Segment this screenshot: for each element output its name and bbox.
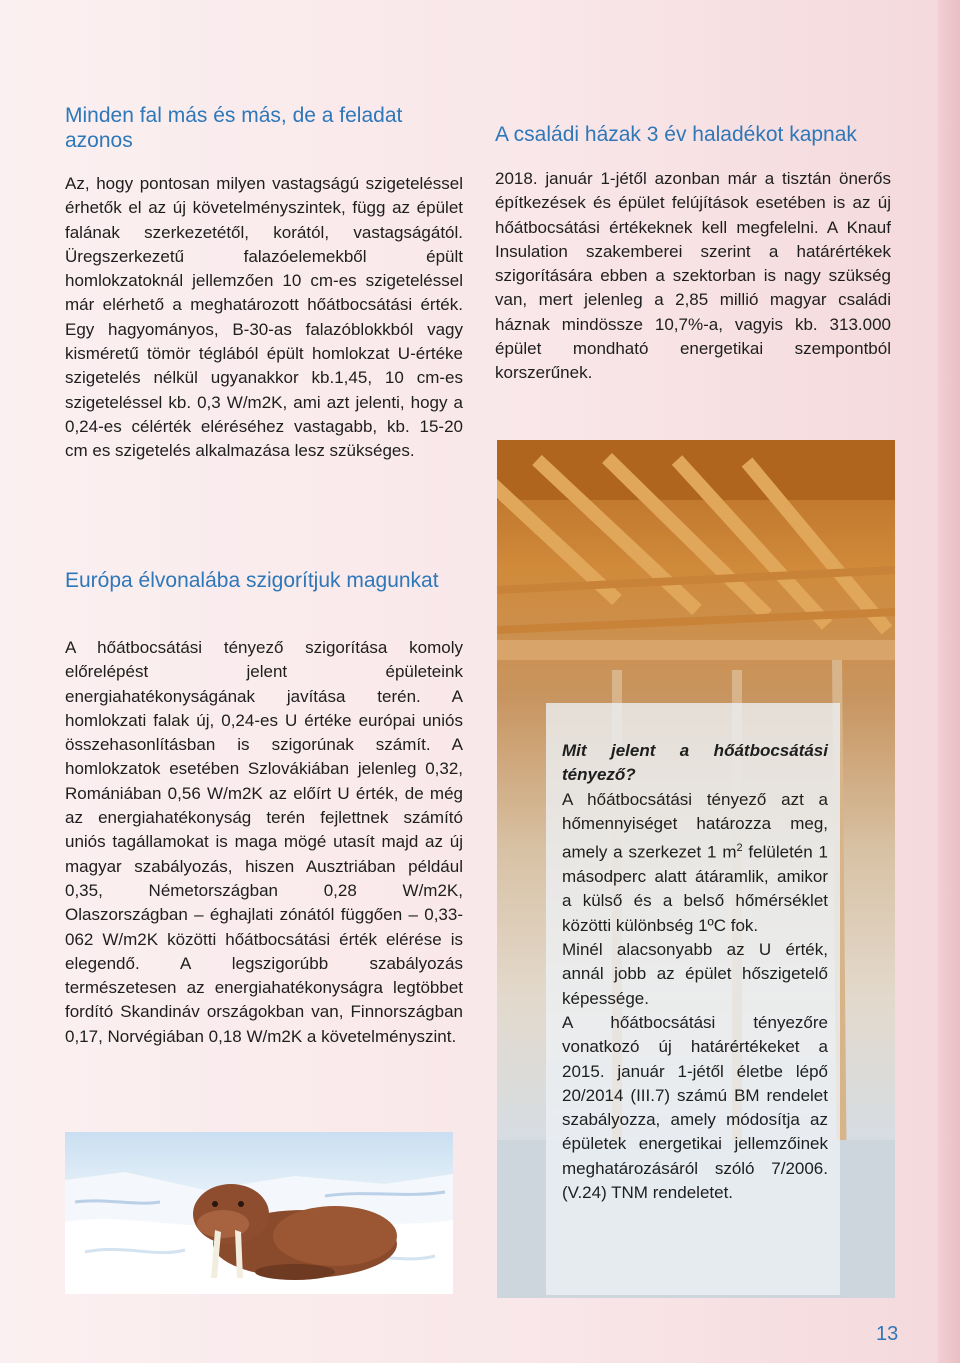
page-edge-band <box>938 0 960 1363</box>
info-box-paragraph-definition <box>562 788 828 938</box>
paragraph-family-houses: 2018. január 1-jétől azonban már a tisztán önerős építkezések és épület felújítások esetében is az új hőátbocsátási értékeknek kell megfelelni. A Knauf Insulation szakemberei szerint a határértékek szigorítására ebben a szektorban is nagy szükség van, mert jelenleg a 2,85 millió magyar családi háznak mindössze 10,7%-a, vagyis kb. 313.000 épület mondható energetikai szempontból korszerűnek. <box>495 169 891 383</box>
walrus-photo <box>65 1132 453 1294</box>
paragraph-wall-thickness: Az, hogy pontosan milyen vastagságú szigeteléssel érhetők el az új követelményszintek, függ az épület falának szerkezetétől, korától, vastagságától. Üregszerkezetű falazóelemekből épült homlokzatoknál jellemzően 10 cm-es szigeteléssel már elérhető a meghatározott hőátbocsátási érték. Egy hagyományos, B-30-as falazóblokkból vagy kisméretű tömör téglából épült homlokzat U-értéke szigetelés nélkül ugyanakkor kb.1,45, 10 cm-es szigeteléssel kb. 0,3 W/m2K, ami azt jelenti, hogy a 0,24-es célérték eléréséhez vastagabb, kb. 15-20 cm es szigetelés alkalmazása lesz szükséges. <box>65 174 463 461</box>
info-box-title: Mit jelent a hőátbocsátási tényező? <box>562 741 828 785</box>
heading-europa-elvonal: Európa élvonalába szigorítjuk magunkat <box>65 569 439 592</box>
definition-text-end: felületén 1 másodperc alatt átáramlik, amikor a külső és a belső hőmérséklet közötti különbség 1ºC fok. <box>562 842 828 935</box>
paragraph-eu-comparison: A hőátbocsátási tényező szigorítása komoly előrelépést jelent épületeink energiahatékonyságának javítása terén. A homlokzati falak új, 0,24-es U értéke európai uniós összehasonlításban is szigorúnak számít. A homlokzatok esetében Szlovákiában jelenleg 0,32, Romániában 0,56 W/m2K az előírt U érték, de még az energiahatékonyság terén fejlettnek számító uniós tagállamokat is maga mögé utasít majd az új magyar szabályozás, hiszen Ausztriában például 0,35, Németországban 0,28 W/m2K, Olaszországban – éghajlati zónától függően – 0,33-062 W/m2K közötti hőátbocsátási érték elérése is elegendő. A legszigorúbb szabályozás természetesen az energiahatékonyságra legtöbbet fordító Skandináv országokban van, Finnországban 0,17, Norvégiában 0,18 W/m2K a követelményszint. <box>65 638 463 1046</box>
walrus-illustration <box>65 1132 453 1294</box>
definition-superscript: 2 <box>736 842 743 855</box>
heading-minden-fal: Minden fal más és más, de a feladat azonos <box>65 104 403 152</box>
page-number: 13 <box>876 1323 899 1345</box>
info-box-u-value <box>546 703 840 1295</box>
info-box-paragraph-lower-better: Minél alacsonyabb az U érték, annál jobb az épület hőszigetelő képessége. <box>562 940 828 1008</box>
definition-text-start: A hőátbocsátási tényező azt a hőmennyiséget határozza meg, amely a szerkezet 1 m <box>562 789 828 862</box>
info-box-paragraph-regulation: A hőátbocsátási tényezőre vonatkozó új határértékeket a 2015. január 1-jétől életbe lépő 20/2014 (III.7) számú BM rendelet szabályozza, amely módosítja az épületek energetikai jellemzőinek meghatározásáról szóló 7/2006. (V.24) TNM rendeletet. <box>562 1012 828 1202</box>
heading-csaladi-hazak: A családi házak 3 év haladékot kapnak <box>495 123 857 146</box>
